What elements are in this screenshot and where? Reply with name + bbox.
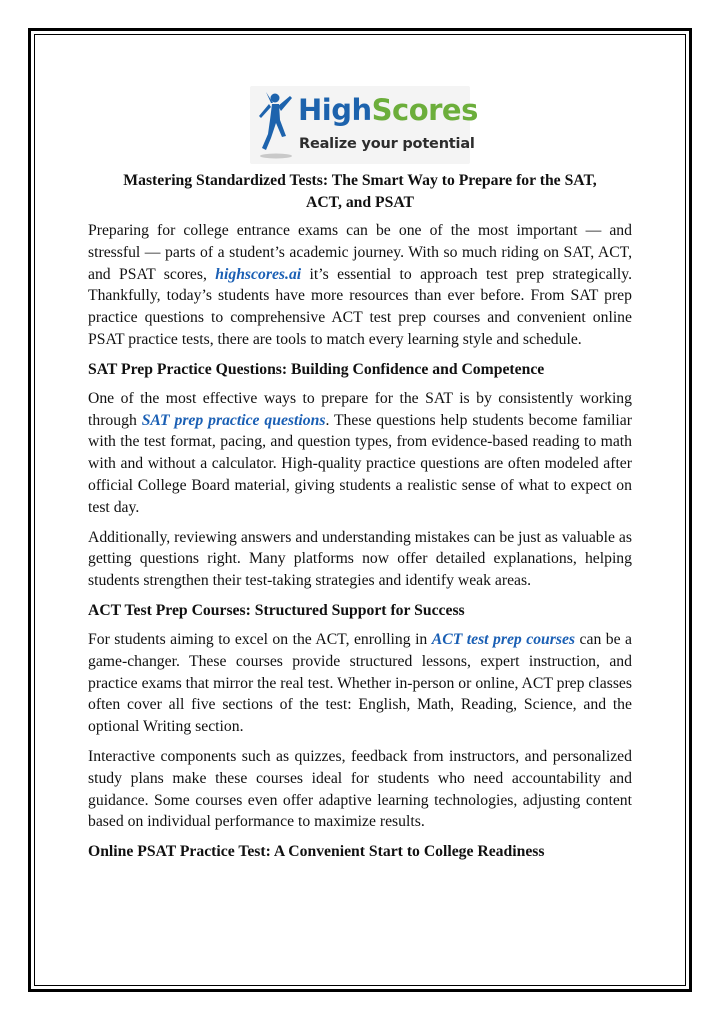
intro-paragraph [88,220,632,351]
title-line-2: ACT, and PSAT [306,194,414,211]
document-title [88,170,632,214]
sat-paragraph-2: Additionally, reviewing answers and understanding mistakes can be just as valuable as getting questions right. Many platforms now offer detailed explanations, helping students strengthen their test-taking strategies and identify weak areas. [88,528,632,590]
logo-wordmark [298,93,478,127]
act-section-heading: ACT Test Prep Courses: Structured Support for Success [88,601,465,619]
psat-section-heading: Online PSAT Practice Test: A Convenient Start to College Readiness [88,843,545,861]
highscores-logo [250,86,478,164]
title-line-1: Mastering Standardized Tests: The Smart Way to Prepare for the SAT, [123,172,597,189]
sat-section-heading: SAT Prep Practice Questions: Building Confidence and Competence [88,360,545,378]
sat-p1-after: . These questions help students become familiar with the test format, pacing, and question types, from evidence-based reading to math with and without a calculator. High-quality practice questions are often modeled after official College Board material, giving students a realistic sense of what to expect on test day. [88,411,632,516]
act-paragraph-2: Interactive components such as quizzes, feedback from instructors, and personalized study plans make these courses ideal for students who need accountability and guidance. Some courses even offer adaptive learning technologies, adjusting content based on individual performance to maximize results. [88,747,632,831]
sat-paragraph-1 [88,388,632,519]
intro-text-after: it’s essential to approach test prep strategically. Thankfully, today’s students have more resources than ever before. From SAT prep practice questions to comprehensive ACT test prep courses and convenient online PSAT practice tests, there are tools to match every learning style and schedule. [88,265,632,348]
act-p1-before: For students aiming to excel on the ACT, enrolling in [88,630,432,648]
act-paragraph-1 [88,629,632,738]
act-p1-after: can be a game-changer. These courses provide structured lessons, expert instruction, and practice exams that mirror the real test. Whether in-person or online, ACT prep classes often cover all five sections of the test: English, Math, Reading, Science, and the optional Writing section. [88,630,633,736]
sat-p1-before: One of the most effective ways to prepare for the SAT is by consistently working through [88,389,632,429]
runner-icon [256,90,296,160]
logo-wordmark-scores: Scores [371,93,478,127]
document-body [88,170,632,870]
logo-wordmark-high: High [298,93,372,127]
intro-text-before: Preparing for college entrance exams can be one of the most important — and stressful — parts of a student’s academic journey. With so much riding on SAT, ACT, and PSAT scores, [88,222,632,283]
act-test-prep-courses-link[interactable]: ACT test prep courses [431,630,576,648]
highscores-link[interactable]: highscores.ai [215,265,302,283]
logo-tagline: Realize your potential [299,136,475,152]
sat-practice-questions-link[interactable]: SAT prep practice questions [141,411,326,429]
